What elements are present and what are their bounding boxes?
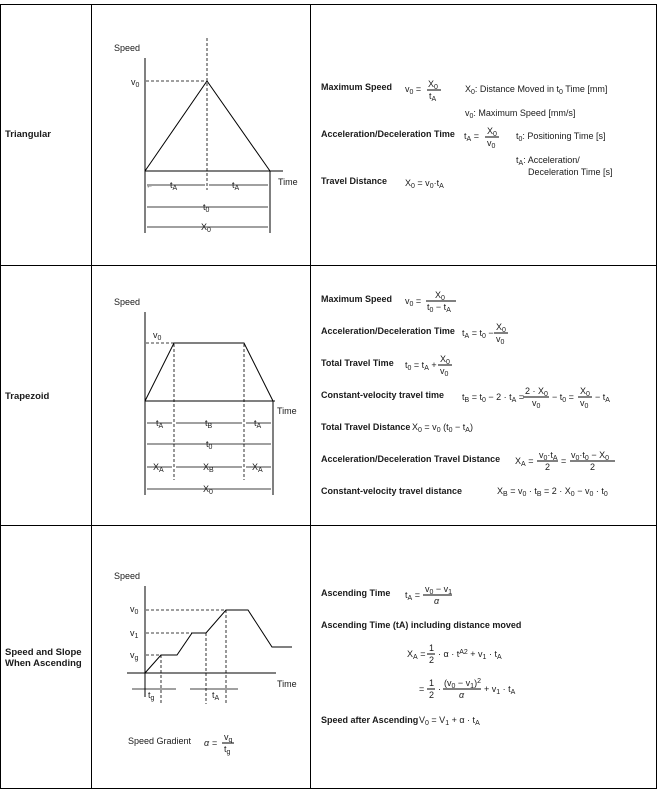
svg-text:tA =: $t_A$ = xyxy=(464,131,479,143)
svg-text:2: 2 xyxy=(429,690,435,700)
svg-text:X0 = v0 (t0 − tA): $X_0 = v_0$ $(t_0 - t_A)$ xyxy=(412,422,473,434)
accel-time-title: Acceleration/Deceleration Time xyxy=(321,326,455,336)
speed-after-title: Speed after Ascending xyxy=(321,715,419,725)
svg-text:X0: $X_0$ xyxy=(580,386,590,398)
svg-text:vg: $v_g$ xyxy=(130,650,139,662)
svg-text:tA: $t_A$ xyxy=(212,690,220,702)
svg-text:v0: $v_0$ xyxy=(440,366,449,378)
svg-text:vg: $v_g$ xyxy=(224,732,233,744)
svg-text:=: = xyxy=(561,456,567,466)
svg-text:←: ← xyxy=(146,183,153,190)
max-speed-title: Maximum Speed xyxy=(321,82,393,92)
svg-text:X0: $X_0$ xyxy=(435,290,445,302)
accel-time-title: Acceleration/Deceleration Time xyxy=(321,129,455,139)
X0-label: $X_0$ xyxy=(201,222,211,234)
svg-text:tg: $t_g$ xyxy=(148,690,155,702)
svg-text:α: α xyxy=(459,690,465,700)
svg-text:tg: $t_g$ xyxy=(224,744,231,756)
svg-text:V0 = V1 + α · tA: $V_0 = V_1 + \alpha \cdot t_A$ xyxy=(419,715,480,727)
svg-text:tA = t0 −: $t_A = t_0$ − xyxy=(462,328,494,340)
row-label-trapezoid: Trapezoid xyxy=(5,391,50,402)
legend-tA-2: Deceleration Time [s] xyxy=(528,167,613,177)
svg-text:t0: $t_0$ xyxy=(206,439,213,451)
cv-time-title: Constant-velocity travel time xyxy=(321,390,445,400)
svg-text:v0: $v_0$ xyxy=(487,138,496,150)
y-axis-label: Speed xyxy=(114,43,141,53)
svg-text:v0: $v_0$ xyxy=(580,398,589,410)
legend-v0: $v_0$: Maximum Speed [mm/s] xyxy=(465,108,576,120)
svg-text:X0: $X_0$ xyxy=(428,79,438,91)
svg-text:tA =: $t_A$ = xyxy=(405,590,420,602)
row-label-triangular: Triangular xyxy=(5,129,51,140)
svg-text:XB = v0 · tB = 2 · X0 − v0 · t: $X_B = v_0 \cdot t_B = 2 \cdot X_0 - v_0 \cdot t_0$ xyxy=(497,486,608,498)
legend-t0: $t_0$: Positioning Time [s] xyxy=(516,131,606,143)
svg-text:XA: $X_A$ xyxy=(252,462,263,474)
accel-distance-title: Acceleration/Deceleration Travel Distance xyxy=(321,454,501,464)
svg-text:2: 2 xyxy=(590,462,596,472)
svg-text:− tA: − $t_A$ xyxy=(595,392,610,404)
svg-text:v0·t0 − X0: $v_0\cdot t_0 - X_0$ xyxy=(571,450,609,462)
svg-text:2: 2 xyxy=(545,462,551,472)
svg-text:− t0 =: − $t_0$ = xyxy=(552,392,574,404)
svg-text:X0: $X_0$ xyxy=(203,484,213,496)
svg-text:2 · X0: $2 \cdot X_0$ xyxy=(525,386,548,398)
svg-text:X0: $X_0$ xyxy=(496,322,506,334)
cv-distance-title: Constant-velocity travel distance xyxy=(321,486,463,496)
svg-text:tA: $t_A$ xyxy=(429,91,437,103)
travel-distance-title: Travel Distance xyxy=(321,176,388,186)
svg-text:v0 =: $v_0$ = xyxy=(405,84,422,96)
svg-text:v0·tA: $v_0\cdot t_A$ xyxy=(539,450,558,462)
svg-text:XA =: $X_A$ = xyxy=(515,456,534,468)
svg-text:tA: $t_A$ xyxy=(156,418,164,430)
x-axis-label: Time xyxy=(277,406,297,416)
tA-right-label: $t_A$ xyxy=(232,180,240,192)
v0-label: $v_0$ xyxy=(131,77,140,89)
svg-text:XB: $X_B$ xyxy=(203,462,214,474)
x-axis-label: Time xyxy=(277,679,297,689)
row-label-speed-slope-2: When Ascending xyxy=(5,658,82,669)
svg-text:1: 1 xyxy=(429,643,435,653)
svg-text:+ v1 · tA: + $v_1 \cdot t_A$ xyxy=(484,684,516,696)
v0-label: $v_0$ xyxy=(153,330,162,342)
svg-text:v0 =: $v_0$ = xyxy=(405,296,422,308)
legend-x0: $X_0$: Distance Moved in $t_0$ Time [mm] xyxy=(465,84,608,96)
total-time-title: Total Travel Time xyxy=(321,358,394,368)
svg-text:XA: $X_A$ xyxy=(153,462,164,474)
svg-text:X0: $X_0$ xyxy=(487,126,497,138)
max-speed-title: Maximum Speed xyxy=(321,294,393,304)
svg-text:v0 − v1: $v_0 - v_1$ xyxy=(425,584,453,596)
svg-text:tB: $t_B$ xyxy=(205,418,213,430)
svg-text:t0 − tA: $t_0 - t_A$ xyxy=(427,302,451,314)
speed-gradient-label: Speed Gradient xyxy=(128,736,192,746)
svg-text:=: = xyxy=(419,684,425,694)
svg-text:tA: $t_A$ xyxy=(254,418,262,430)
x-axis-label: Time xyxy=(278,177,298,187)
svg-text:1: 1 xyxy=(429,678,435,688)
tA-left-label: $t_A$ xyxy=(170,180,178,192)
svg-text:=: = xyxy=(212,738,218,748)
svg-text:t0 = tA +: $t_0 = t_A$ + xyxy=(405,360,437,372)
row-label-speed-slope-1: Speed and Slope xyxy=(5,647,82,658)
ascending-time-title: Ascending Time xyxy=(321,588,391,598)
svg-text:α: α xyxy=(204,738,210,748)
ascending-distance-title: Ascending Time (tA) including distance moved xyxy=(321,620,522,630)
svg-text:X0 = v0·tA: $X_0 = v_0\cdot t_A$ xyxy=(405,178,444,190)
svg-text:tB = t0 − 2 · tA =: $t_B = t_0 - 2 \cdot t_A$ = xyxy=(462,392,525,404)
y-axis-label: Speed xyxy=(114,571,141,581)
y-axis-label: Speed xyxy=(114,297,141,307)
svg-text:v0: $v_0$ xyxy=(496,334,505,346)
svg-text:v1: $v_1$ xyxy=(130,628,139,640)
svg-text:v0: $v_0$ xyxy=(130,604,139,616)
svg-text:v0: $v_0$ xyxy=(532,398,541,410)
total-distance-title: Total Travel Distance xyxy=(321,422,411,432)
t0-label: $t_0$ xyxy=(203,202,210,214)
svg-text:2: 2 xyxy=(429,655,435,665)
svg-text:(v0 − v1)2: $(v_0 - v_1)^2$ xyxy=(444,678,481,690)
svg-text:· α · tA2 + v1 · tA: · $\alpha \cdot t^A2 + v_1 \cdot t_A$ xyxy=(438,649,502,661)
svg-text:α: α xyxy=(434,596,440,606)
svg-text:X0: $X_0$ xyxy=(440,354,450,366)
svg-text:XA =: $X_A$ = xyxy=(407,649,426,661)
svg-text:·: · xyxy=(438,684,441,694)
legend-tA-1: $t_A$: Acceleration/ xyxy=(516,155,580,167)
